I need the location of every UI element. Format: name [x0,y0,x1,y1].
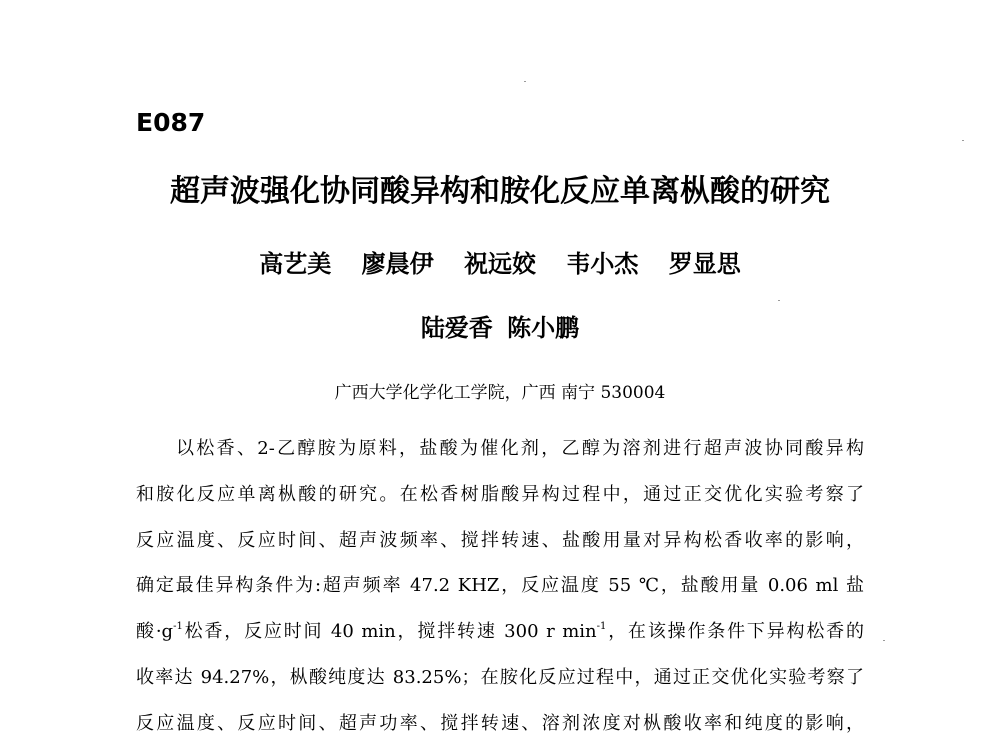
superscript: -1 [173,621,183,633]
author-name: 陈小鹏 [507,314,580,342]
author-list-line-1 [0,244,1000,279]
scan-speck [524,81,526,82]
scan-speck [778,300,780,301]
author-name: 罗显思 [668,250,741,278]
abstract-line: 和胺化反应单离枞酸的研究。在松香树脂酸异构过程中，通过正交优化实验考察了 [136,483,864,505]
author-name: 高艺美 [259,250,332,278]
author-name: 陆爱香 [420,314,493,342]
paper-code: E087 [136,108,206,137]
abstract-line: 以松香、2-乙醇胺为原料，盐酸为催化剂，乙醇为溶剂进行超声波协同酸异构 [176,438,864,459]
abstract-text: 酸·g [136,621,174,643]
author-name: 廖晨伊 [361,250,434,278]
abstract-line: 反应温度、反应时间、超声功率、搅拌转速、溶剂浓度对枞酸收率和纯度的影响， [136,712,864,734]
scan-speck [883,640,885,641]
abstract-line: 确定最佳异构条件为:超声频率 47.2 KHZ，反应温度 55 ℃，盐酸用量 0.06 ml 盐 [136,575,864,597]
abstract-line: 反应温度、反应时间、超声波频率、搅拌转速、盐酸用量对异构松香收率的影响， [136,529,864,551]
affiliation: 广西大学化学化工学院，广西 南宁 530004 [334,383,666,403]
abstract-text: ，在该操作条件下异构松香的 [606,621,865,643]
abstract [136,434,864,755]
author-list-line-2 [0,308,1000,343]
abstract-line [136,617,864,663]
paper-title: 超声波强化协同酸异构和胺化反应单离枞酸的研究 [170,174,830,209]
scan-speck [962,140,964,141]
author-name: 韦小杰 [566,250,639,278]
author-name: 祝远姣 [464,250,536,278]
abstract-text: 松香，反应时间 40 min，搅拌转速 300 r min [182,621,597,643]
abstract-line: 收率达 94.27%，枞酸纯度达 83.25%；在胺化反应过程中，通过正交优化实验考察了 [136,666,864,688]
superscript: -1 [596,621,607,633]
